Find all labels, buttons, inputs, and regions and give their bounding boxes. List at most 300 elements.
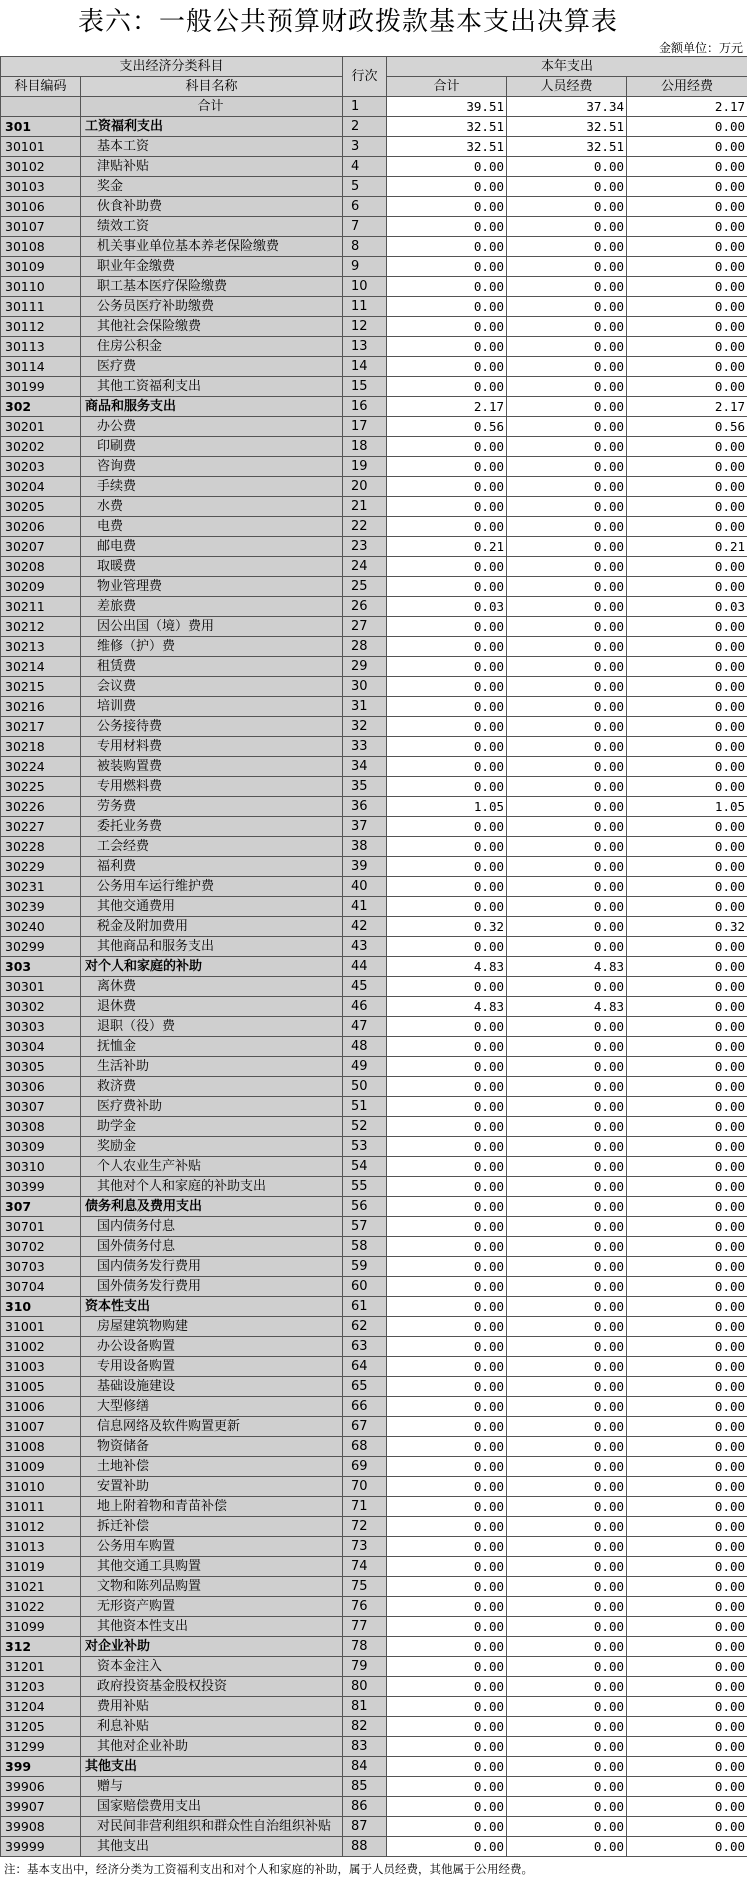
code-cell: 30228 [1, 837, 81, 857]
personnel-cell: 0.00 [507, 1157, 627, 1177]
total-cell: 0.00 [387, 1217, 507, 1237]
total-cell: 0.00 [387, 1317, 507, 1337]
name-cell: 公务用车购置 [81, 1537, 343, 1557]
name-cell: 奖金 [81, 177, 343, 197]
code-cell: 30114 [1, 357, 81, 377]
code-cell: 301 [1, 117, 81, 137]
total-cell: 0.00 [387, 237, 507, 257]
line-cell: 70 [343, 1477, 387, 1497]
name-cell: 离休费 [81, 977, 343, 997]
name-cell: 基本工资 [81, 137, 343, 157]
code-cell: 31002 [1, 1337, 81, 1357]
public-cell: 0.00 [627, 1757, 747, 1777]
public-cell: 0.00 [627, 177, 747, 197]
total-cell: 0.00 [387, 1277, 507, 1297]
personnel-cell: 0.00 [507, 917, 627, 937]
name-cell: 对个人和家庭的补助 [81, 957, 343, 977]
personnel-cell: 0.00 [507, 177, 627, 197]
personnel-cell: 0.00 [507, 1117, 627, 1137]
code-cell: 30702 [1, 1237, 81, 1257]
name-cell: 其他对个人和家庭的补助支出 [81, 1177, 343, 1197]
table-row [1, 1677, 747, 1697]
code-cell: 31009 [1, 1457, 81, 1477]
name-cell: 其他支出 [81, 1837, 343, 1857]
total-cell: 0.00 [387, 697, 507, 717]
line-cell: 49 [343, 1057, 387, 1077]
name-cell: 税金及附加费用 [81, 917, 343, 937]
table-row [1, 817, 747, 837]
table-row [1, 317, 747, 337]
personnel-cell: 0.00 [507, 1177, 627, 1197]
table-row [1, 157, 747, 177]
line-cell: 2 [343, 117, 387, 137]
total-cell: 0.00 [387, 1517, 507, 1537]
code-cell: 39908 [1, 1817, 81, 1837]
total-cell: 0.00 [387, 437, 507, 457]
name-cell: 房屋建筑物购建 [81, 1317, 343, 1337]
name-cell: 劳务费 [81, 797, 343, 817]
name-cell: 合计 [81, 97, 343, 117]
public-cell: 0.00 [627, 1477, 747, 1497]
name-cell: 国外债务发行费用 [81, 1277, 343, 1297]
name-cell: 公务接待费 [81, 717, 343, 737]
public-cell: 0.00 [627, 1277, 747, 1297]
table-row [1, 1097, 747, 1117]
report-title: 表六：一般公共预算财政拨款基本支出决算表 [78, 7, 619, 37]
line-cell: 50 [343, 1077, 387, 1097]
name-cell: 商品和服务支出 [81, 397, 343, 417]
table-row [1, 477, 747, 497]
line-cell: 15 [343, 377, 387, 397]
code-cell: 312 [1, 1637, 81, 1657]
name-cell: 水费 [81, 497, 343, 517]
total-cell: 0.00 [387, 577, 507, 597]
code-cell: 31022 [1, 1597, 81, 1617]
personnel-cell: 0.00 [507, 657, 627, 677]
name-cell: 国外债务付息 [81, 1237, 343, 1257]
total-cell: 0.00 [387, 1637, 507, 1657]
table-row [1, 1737, 747, 1757]
line-no-header: 行次 [343, 57, 387, 97]
table-row [1, 1057, 747, 1077]
public-cell: 0.00 [627, 997, 747, 1017]
personnel-cell: 0.00 [507, 1577, 627, 1597]
table-row [1, 537, 747, 557]
public-cell: 0.00 [627, 1677, 747, 1697]
code-cell: 30108 [1, 237, 81, 257]
table-row [1, 437, 747, 457]
name-cell: 助学金 [81, 1117, 343, 1137]
name-cell: 伙食补助费 [81, 197, 343, 217]
code-cell: 30205 [1, 497, 81, 517]
code-cell: 30106 [1, 197, 81, 217]
table-row [1, 497, 747, 517]
name-cell: 其他社会保险缴费 [81, 317, 343, 337]
personnel-cell: 0.00 [507, 1797, 627, 1817]
code-cell: 30225 [1, 777, 81, 797]
personnel-cell: 0.00 [507, 737, 627, 757]
name-cell: 国家赔偿费用支出 [81, 1797, 343, 1817]
personnel-cell: 0.00 [507, 1737, 627, 1757]
code-cell: 31299 [1, 1737, 81, 1757]
personnel-cell: 0.00 [507, 417, 627, 437]
code-cell: 30239 [1, 897, 81, 917]
line-cell: 46 [343, 997, 387, 1017]
table-row [1, 297, 747, 317]
total-cell: 4.83 [387, 997, 507, 1017]
line-cell: 6 [343, 197, 387, 217]
table-row [1, 1817, 747, 1837]
code-cell: 30207 [1, 537, 81, 557]
personnel-cell: 4.83 [507, 957, 627, 977]
personnel-cell: 0.00 [507, 197, 627, 217]
personnel-cell: 0.00 [507, 537, 627, 557]
code-cell: 31204 [1, 1697, 81, 1717]
code-cell: 30215 [1, 677, 81, 697]
public-cell: 0.00 [627, 297, 747, 317]
line-cell: 11 [343, 297, 387, 317]
total-cell: 0.00 [387, 717, 507, 737]
total-cell: 0.00 [387, 1077, 507, 1097]
name-cell: 取暖费 [81, 557, 343, 577]
name-cell: 电费 [81, 517, 343, 537]
personnel-cell: 0.00 [507, 497, 627, 517]
table-row [1, 1337, 747, 1357]
table-row [1, 1417, 747, 1437]
line-cell: 41 [343, 897, 387, 917]
code-cell: 31203 [1, 1677, 81, 1697]
public-cell: 0.00 [627, 1317, 747, 1337]
total-cell: 39.51 [387, 97, 507, 117]
total-cell: 0.00 [387, 497, 507, 517]
total-cell: 0.00 [387, 1157, 507, 1177]
line-cell: 72 [343, 1517, 387, 1537]
name-cell: 差旅费 [81, 597, 343, 617]
name-cell: 赠与 [81, 1777, 343, 1797]
personnel-cell: 0.00 [507, 1617, 627, 1637]
public-cell: 0.00 [627, 857, 747, 877]
total-cell: 0.00 [387, 477, 507, 497]
code-cell: 30306 [1, 1077, 81, 1097]
line-cell: 71 [343, 1497, 387, 1517]
public-cell: 0.00 [627, 1157, 747, 1177]
table-row [1, 977, 747, 997]
code-cell: 30227 [1, 817, 81, 837]
public-cell: 2.17 [627, 97, 747, 117]
line-cell: 48 [343, 1037, 387, 1057]
table-row [1, 577, 747, 597]
name-cell: 其他支出 [81, 1757, 343, 1777]
total-header: 合计 [387, 77, 507, 97]
public-cell: 0.00 [627, 617, 747, 637]
public-cell: 0.00 [627, 937, 747, 957]
total-cell: 0.00 [387, 1817, 507, 1837]
total-cell: 0.00 [387, 277, 507, 297]
public-cell: 0.00 [627, 117, 747, 137]
personnel-cell: 0.00 [507, 277, 627, 297]
table-row [1, 1497, 747, 1517]
name-cell: 无形资产购置 [81, 1597, 343, 1617]
line-cell: 56 [343, 1197, 387, 1217]
table-row [1, 197, 747, 217]
public-cell: 0.00 [627, 1737, 747, 1757]
table-row [1, 777, 747, 797]
total-cell: 0.00 [387, 1757, 507, 1777]
code-cell: 31008 [1, 1437, 81, 1457]
public-cell: 0.00 [627, 357, 747, 377]
line-cell: 30 [343, 677, 387, 697]
code-cell: 30231 [1, 877, 81, 897]
current-year-header: 本年支出 [387, 57, 747, 77]
total-cell: 0.00 [387, 977, 507, 997]
code-cell: 31201 [1, 1657, 81, 1677]
econ-class-header: 支出经济分类科目 [1, 57, 343, 77]
public-cell: 0.32 [627, 917, 747, 937]
public-cell: 0.00 [627, 1337, 747, 1357]
name-cell: 租赁费 [81, 657, 343, 677]
public-cell: 0.00 [627, 1557, 747, 1577]
total-cell: 0.00 [387, 1057, 507, 1077]
code-cell: 31099 [1, 1617, 81, 1637]
personnel-cell: 0.00 [507, 1757, 627, 1777]
table-row [1, 97, 747, 117]
code-cell: 31007 [1, 1417, 81, 1437]
code-cell: 30101 [1, 137, 81, 157]
total-cell: 0.00 [387, 177, 507, 197]
personnel-cell: 0.00 [507, 1257, 627, 1277]
table-row [1, 1837, 747, 1857]
total-cell: 0.21 [387, 537, 507, 557]
personnel-cell: 0.00 [507, 1077, 627, 1097]
table-row [1, 137, 747, 157]
personnel-cell: 0.00 [507, 437, 627, 457]
name-cell: 培训费 [81, 697, 343, 717]
total-cell: 0.00 [387, 637, 507, 657]
personnel-cell: 0.00 [507, 1357, 627, 1377]
code-cell: 399 [1, 1757, 81, 1777]
public-cell: 0.00 [627, 837, 747, 857]
table-row [1, 377, 747, 397]
code-cell: 30107 [1, 217, 81, 237]
public-cell: 0.00 [627, 1397, 747, 1417]
total-cell: 0.00 [387, 837, 507, 857]
personnel-cell: 0.00 [507, 797, 627, 817]
line-cell: 20 [343, 477, 387, 497]
table-row [1, 337, 747, 357]
public-cell: 0.00 [627, 1017, 747, 1037]
public-cell: 0.00 [627, 637, 747, 657]
name-cell: 国内债务发行费用 [81, 1257, 343, 1277]
public-cell: 0.00 [627, 237, 747, 257]
table-row [1, 1137, 747, 1157]
total-cell: 0.00 [387, 1417, 507, 1437]
code-cell: 310 [1, 1297, 81, 1317]
personnel-cell: 0.00 [507, 837, 627, 857]
public-cell: 0.00 [627, 1777, 747, 1797]
personnel-cell: 0.00 [507, 1217, 627, 1237]
total-cell: 0.00 [387, 1377, 507, 1397]
line-cell: 60 [343, 1277, 387, 1297]
name-cell: 国内债务付息 [81, 1217, 343, 1237]
total-cell: 0.00 [387, 737, 507, 757]
line-cell: 58 [343, 1237, 387, 1257]
table-row [1, 1397, 747, 1417]
table-row [1, 1517, 747, 1537]
table-row [1, 1117, 747, 1137]
name-cell: 物资储备 [81, 1437, 343, 1457]
line-cell: 76 [343, 1597, 387, 1617]
public-cell: 0.00 [627, 1097, 747, 1117]
line-cell: 84 [343, 1757, 387, 1777]
code-cell: 303 [1, 957, 81, 977]
personnel-cell: 0.00 [507, 557, 627, 577]
name-cell: 文物和陈列品购置 [81, 1577, 343, 1597]
table-row [1, 1637, 747, 1657]
total-cell: 4.83 [387, 957, 507, 977]
name-cell: 安置补助 [81, 1477, 343, 1497]
public-cell: 0.00 [627, 217, 747, 237]
name-cell: 土地补偿 [81, 1457, 343, 1477]
total-cell: 0.00 [387, 297, 507, 317]
code-cell: 30111 [1, 297, 81, 317]
code-cell: 30310 [1, 1157, 81, 1177]
line-cell: 52 [343, 1117, 387, 1137]
total-cell: 0.00 [387, 1837, 507, 1857]
personnel-cell: 0.00 [507, 897, 627, 917]
code-cell: 31005 [1, 1377, 81, 1397]
name-cell: 办公费 [81, 417, 343, 437]
table-row [1, 1777, 747, 1797]
line-cell: 62 [343, 1317, 387, 1337]
line-cell: 3 [343, 137, 387, 157]
personnel-cell: 0.00 [507, 1657, 627, 1677]
table-row [1, 937, 747, 957]
public-cell: 0.00 [627, 957, 747, 977]
personnel-cell: 0.00 [507, 977, 627, 997]
code-cell: 39907 [1, 1797, 81, 1817]
line-cell: 28 [343, 637, 387, 657]
name-cell: 被装购置费 [81, 757, 343, 777]
personnel-cell: 0.00 [507, 257, 627, 277]
total-cell: 0.03 [387, 597, 507, 617]
personnel-cell: 37.34 [507, 97, 627, 117]
line-cell: 73 [343, 1537, 387, 1557]
total-cell: 0.00 [387, 317, 507, 337]
name-cell: 信息网络及软件购置更新 [81, 1417, 343, 1437]
personnel-cell: 0.00 [507, 377, 627, 397]
code-cell: 30218 [1, 737, 81, 757]
table-row [1, 117, 747, 137]
public-cell: 0.00 [627, 1117, 747, 1137]
personnel-cell: 0.00 [507, 217, 627, 237]
public-cell: 0.00 [627, 317, 747, 337]
name-cell: 咨询费 [81, 457, 343, 477]
line-cell: 24 [343, 557, 387, 577]
name-cell: 其他资本性支出 [81, 1617, 343, 1637]
personnel-cell: 0.00 [507, 677, 627, 697]
public-cell: 0.00 [627, 277, 747, 297]
public-cell: 0.00 [627, 1657, 747, 1677]
personnel-cell: 0.00 [507, 597, 627, 617]
public-cell: 0.00 [627, 1597, 747, 1617]
table-row [1, 1557, 747, 1577]
total-cell: 0.00 [387, 1617, 507, 1637]
personnel-cell: 0.00 [507, 617, 627, 637]
line-cell: 32 [343, 717, 387, 737]
code-cell: 30211 [1, 597, 81, 617]
public-cell: 0.00 [627, 817, 747, 837]
public-cell: 0.00 [627, 197, 747, 217]
personnel-cell: 0.00 [507, 1677, 627, 1697]
code-cell: 31205 [1, 1717, 81, 1737]
public-cell: 0.00 [627, 1057, 747, 1077]
line-cell: 45 [343, 977, 387, 997]
code-cell [1, 97, 81, 117]
code-cell: 307 [1, 1197, 81, 1217]
table-row [1, 1577, 747, 1597]
public-cell: 0.00 [627, 1257, 747, 1277]
personnel-cell: 0.00 [507, 297, 627, 317]
line-cell: 87 [343, 1817, 387, 1837]
table-row [1, 277, 747, 297]
code-cell: 30212 [1, 617, 81, 637]
name-cell: 利息补贴 [81, 1717, 343, 1737]
table-row [1, 1697, 747, 1717]
table-row [1, 877, 747, 897]
personnel-cell: 0.00 [507, 157, 627, 177]
public-cell: 0.00 [627, 1837, 747, 1857]
table-row [1, 637, 747, 657]
code-cell: 31001 [1, 1317, 81, 1337]
table-row [1, 917, 747, 937]
table-row [1, 1477, 747, 1497]
total-cell: 0.00 [387, 377, 507, 397]
name-cell: 公务用车运行维护费 [81, 877, 343, 897]
personnel-cell: 0.00 [507, 457, 627, 477]
table-row [1, 677, 747, 697]
personnel-cell: 0.00 [507, 1297, 627, 1317]
name-cell: 费用补贴 [81, 1697, 343, 1717]
table-row [1, 957, 747, 977]
table-row [1, 597, 747, 617]
code-cell: 31011 [1, 1497, 81, 1517]
line-cell: 79 [343, 1657, 387, 1677]
name-cell: 福利费 [81, 857, 343, 877]
name-cell: 物业管理费 [81, 577, 343, 597]
public-cell: 0.00 [627, 877, 747, 897]
public-cell: 0.00 [627, 1697, 747, 1717]
public-cell: 0.00 [627, 1377, 747, 1397]
line-cell: 81 [343, 1697, 387, 1717]
name-cell: 退职（役）费 [81, 1017, 343, 1037]
name-cell: 绩效工资 [81, 217, 343, 237]
code-cell: 31010 [1, 1477, 81, 1497]
name-cell: 专用设备购置 [81, 1357, 343, 1377]
table-row [1, 1437, 747, 1457]
line-cell: 16 [343, 397, 387, 417]
total-cell: 0.00 [387, 1117, 507, 1137]
personnel-cell: 0.00 [507, 1317, 627, 1337]
code-cell: 30109 [1, 257, 81, 277]
public-cell: 0.00 [627, 1817, 747, 1837]
name-cell: 拆迁补偿 [81, 1517, 343, 1537]
public-cell: 0.00 [627, 477, 747, 497]
line-cell: 78 [343, 1637, 387, 1657]
personnel-cell: 0.00 [507, 1477, 627, 1497]
code-cell: 30214 [1, 657, 81, 677]
total-cell: 0.00 [387, 257, 507, 277]
table-row [1, 417, 747, 437]
